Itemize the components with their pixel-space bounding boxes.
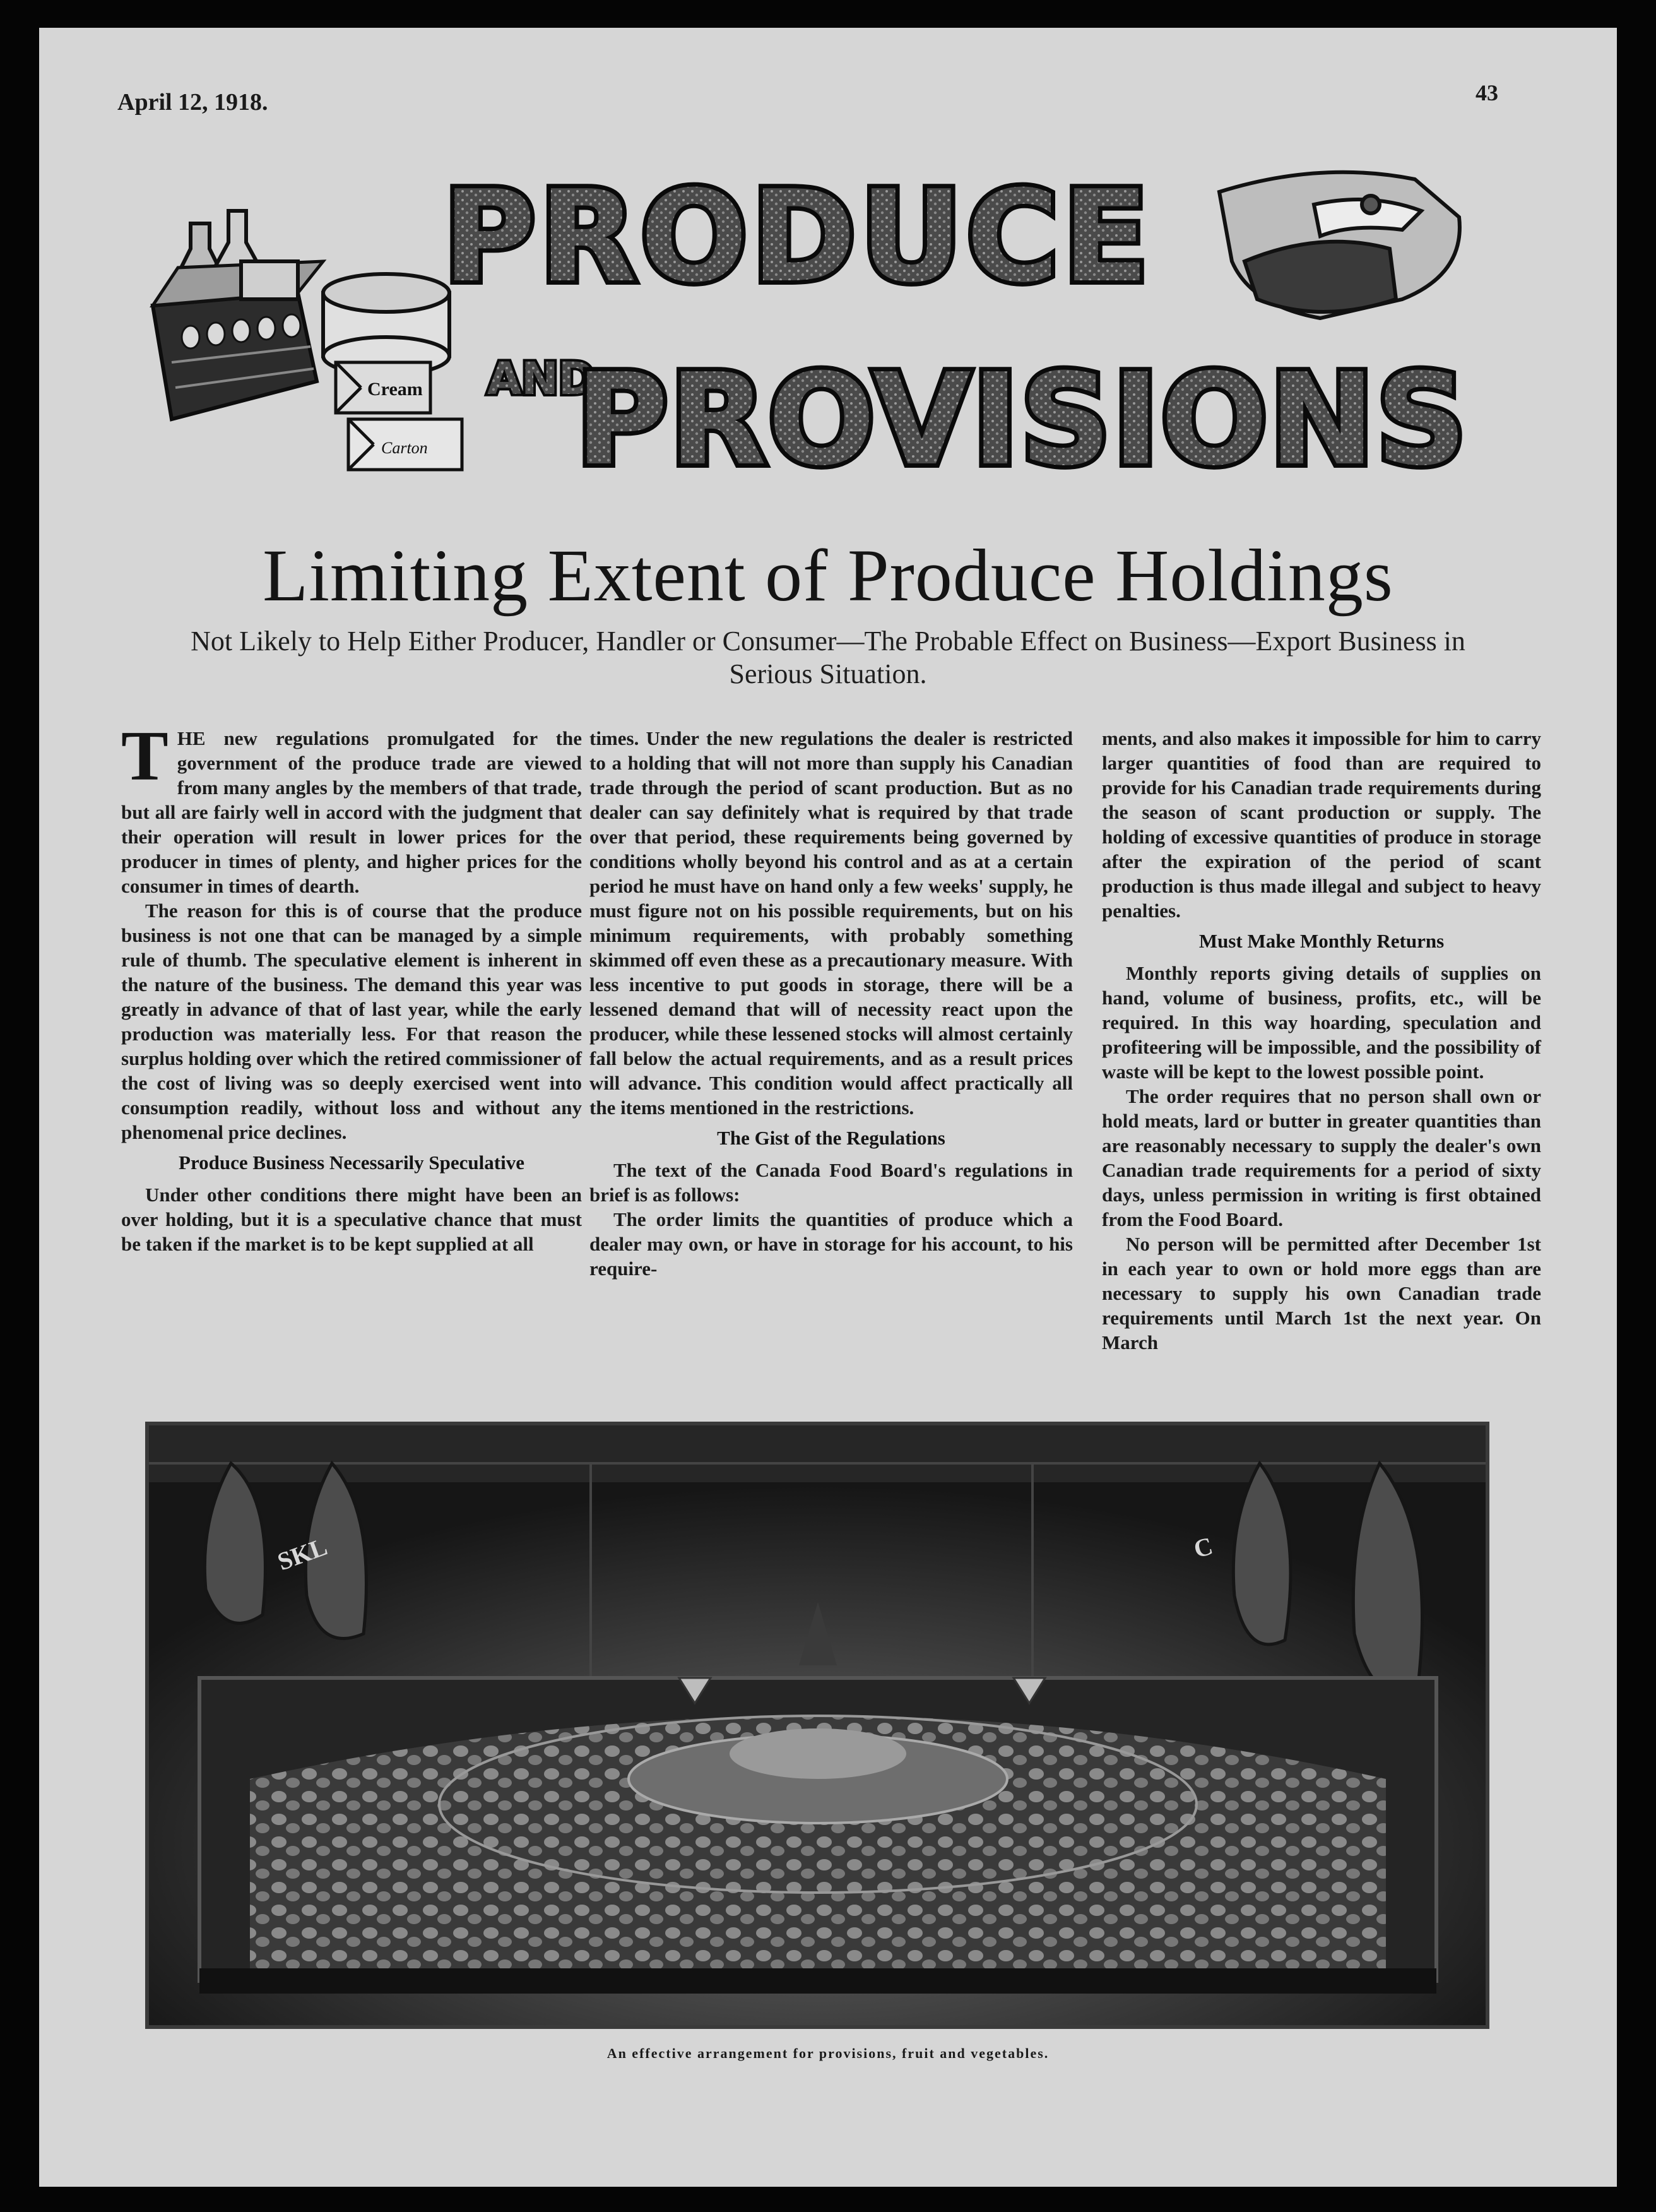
banner-word-and: AND	[487, 353, 595, 405]
ham-illustration	[1219, 172, 1460, 318]
shop-window-photo	[145, 1422, 1489, 2029]
article-headline: Limiting Extent of Produce Holdings	[263, 534, 1393, 617]
paragraph: The reason for this is of course that the produce business is not one that can be managed by a simple rule of thumb. The speculative element is inherent in the nature of the business. The demand this year was greatly in advance of that of last year, while the early production was materially less. For that reason the surplus holding over which the retired commissioner of the cost of living was so deeply exercised went into consumption readily, without loss and without any phenomenal price declines.	[121, 900, 582, 1143]
subheading: Produce Business Necessarily Speculative	[179, 1151, 524, 1174]
carton-illustration	[336, 362, 462, 470]
sign-left: SKL	[273, 1531, 331, 1576]
box-label: Carton	[381, 439, 428, 457]
photo-caption: An effective arrangement for provisions, fruit and vegetables.	[606, 2045, 1050, 2061]
sign-right: C	[1190, 1531, 1216, 1564]
subheading: The Gist of the Regulations	[717, 1127, 945, 1149]
paragraph: Under other conditions there might have been an over holding, but it is a speculative chance that must be taken if the market is to be kept supplied at all	[121, 1184, 582, 1255]
crate-label: Cream	[367, 379, 423, 400]
paragraph: The text of the Canada Food Board's regulations in brief is as follows:	[589, 1159, 1073, 1206]
page-number: 43	[1476, 80, 1498, 105]
article-column-3	[1102, 726, 1541, 1355]
section-banner	[134, 154, 1547, 508]
paragraph: The order requires that no person shall own or hold meats, lard or butter in greater quantities than are reasonably necessary to supply the dealer's own Canadian trade requirements for a period of sixty days, unless permission in writing is first obtained from the Food Board.	[1102, 1085, 1541, 1230]
subheading: Must Make Monthly Returns	[1198, 930, 1445, 952]
article-deck: Not Likely to Help Either Producer, Handler or Consumer—The Probable Effect on Business—Export Business in Serious Situation.	[191, 626, 1465, 689]
article-column-1	[121, 717, 582, 1256]
paragraph: times. Under the new regulations the dealer is restricted to a holding that will not more than supply his Canadian trade through the period of scant production. But as no dealer can say definitely what is required by that trade over that period, these requirements being governed by conditions wholly beyond his control and as at a certain period he must have on hand only a few weeks' supply, he must figure not on his possible requirements, but on his minimum requirements, with probably something skimmed off even these as a precautionary measure. With less incentive to put goods in storage, there will be a lessened demand that will of necessity react upon the producer, while these lessened stocks will almost certainly fall below the actual requirements, and as a result prices will advance. This condition would affect practically all the items mentioned in the restrictions.	[589, 727, 1073, 1119]
paragraph: The order limits the quantities of produce which a dealer may own, or have in storage for his account, to his require-	[589, 1208, 1073, 1280]
drop-cap: T	[121, 717, 169, 795]
banner-word-provisions: PROVISIONS	[576, 347, 1469, 494]
paragraph: No person will be permitted after December 1st in each year to own or hold more eggs than are necessary to supply his own Canadian trade requirements until March 1st the next year. On March	[1102, 1233, 1541, 1353]
paragraph: THE new regulations promulgated for the government of the produce trade are viewed from many angles by the members of that trade, but all are fairly well in accord with the judgment that their operation will result in lower prices for the producer in times of plenty, and higher prices for the consumer in times of dearth.	[121, 717, 582, 897]
issue-date: April 12, 1918.	[117, 89, 268, 116]
photo-image	[149, 1425, 1486, 2025]
banner-word-produce: PRODUCE	[443, 164, 1153, 311]
paragraph: ments, and also makes it impossible for him to carry larger quantities of food than are required to provide for his Canadian trade requirements during the season of scant production or supply. The holding of excessive quantities of produce in storage after the expiration of the period of scant production is thus made illegal and subject to heavy penalties.	[1102, 727, 1541, 922]
article-column-2	[589, 726, 1073, 1281]
newspaper-page	[39, 28, 1617, 2187]
paragraph: Monthly reports giving details of supplies on hand, volume of business, profits, etc., will be required. In this way hoarding, speculation and profiteering will be impossible, and the possibility of waste will be kept to the lowest possible point.	[1102, 962, 1541, 1083]
